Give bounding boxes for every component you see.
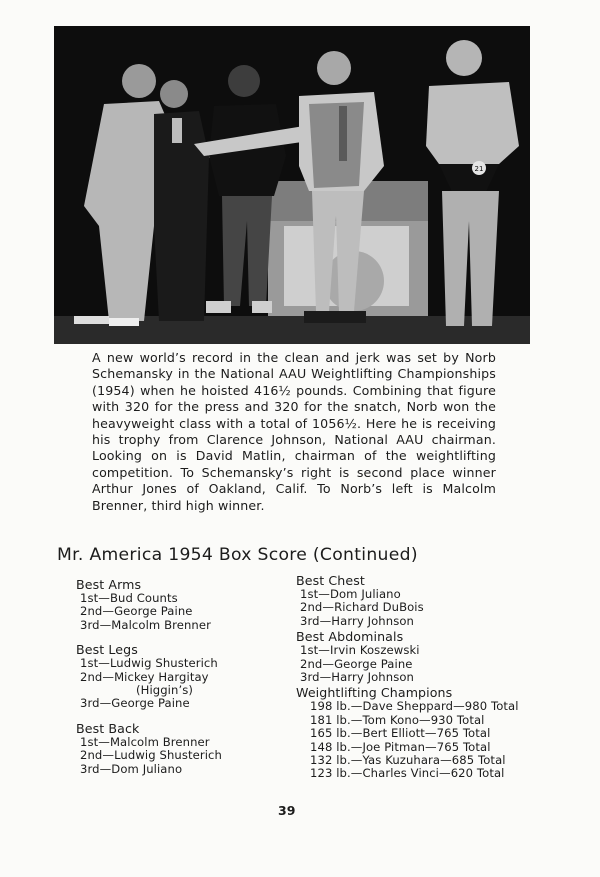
placement-entry: 2nd—Mickey Hargitay: [80, 669, 209, 684]
award-photo: [54, 26, 530, 344]
category-best-back: Best Back: [76, 720, 140, 736]
champion-entry: 198 lb.—Dave Sheppard—980 Total: [310, 699, 519, 714]
category-best-chest: Best Chest: [296, 573, 365, 588]
placement-entry: 2nd—Ludwig Shusterich: [80, 748, 222, 763]
photo-caption: A new world’s record in the clean and jerk was set by Norb Schemansky in the National AAU Weightlifting Championships (1954) when he hoisted 416½ pounds. Combining that figure with 320 for the press and 320 for the snatch, Norb won the heavyweight class with a total of 1056½. Here he is receiving his trophy from Clarence Johnson, National AAU chairman. Looking on is David Matlin, chairman of the weightlifting competition. To Schemansky’s right is second place winner Arthur Jones of Oakland, Calif. To Norb’s left is Malcolm Brenner, third high winner.: [92, 350, 496, 513]
placement-entry-note: (Higgin’s): [136, 683, 193, 698]
category-best-arms: Best Arms: [76, 577, 142, 592]
placement-entry: 2nd—Richard DuBois: [300, 600, 424, 615]
champion-entry: 123 lb.—Charles Vinci—620 Total: [310, 766, 505, 781]
placement-entry: 3rd—Harry Johnson: [300, 670, 414, 685]
placement-entry: 2nd—George Paine: [80, 604, 193, 619]
placement-entry: 1st—Malcolm Brenner: [80, 734, 210, 749]
category-best-abdominals: Best Abdominals: [296, 629, 404, 645]
placement-entry: 2nd—George Paine: [300, 656, 413, 671]
champion-entry: 165 lb.—Bert Elliott—765 Total: [310, 726, 491, 741]
box-score-right-column: [296, 573, 556, 781]
placement-entry: 3rd—Dom Juliano: [80, 761, 183, 776]
category-weightlifting-champions: Weightlifting Champions: [296, 685, 453, 701]
placement-entry: 1st—Irvin Koszewski: [300, 643, 420, 658]
placement-entry: 1st—Dom Juliano: [300, 587, 401, 601]
category-best-legs: Best Legs: [76, 642, 138, 658]
trunks-number: 21: [474, 165, 484, 173]
champion-entry: 148 lb.—Joe Pitman—765 Total: [310, 739, 491, 754]
page-number: 39: [278, 803, 296, 818]
placement-entry: 1st—Ludwig Shusterich: [80, 656, 218, 671]
section-heading: Mr. America 1954 Box Score (Continued): [57, 545, 418, 565]
placement-entry: 3rd—Harry Johnson: [300, 613, 414, 628]
placement-entry: 3rd—Malcolm Brenner: [80, 617, 211, 632]
placement-entry: 3rd—George Paine: [80, 696, 190, 711]
champion-entry: 181 lb.—Tom Kono—930 Total: [310, 712, 485, 727]
champion-entry: 132 lb.—Yas Kuzuhara—685 Total: [310, 753, 506, 768]
award-photo-illustration: [54, 26, 530, 344]
box-score-left-column: [76, 577, 286, 776]
placement-entry: 1st—Bud Counts: [80, 591, 178, 605]
